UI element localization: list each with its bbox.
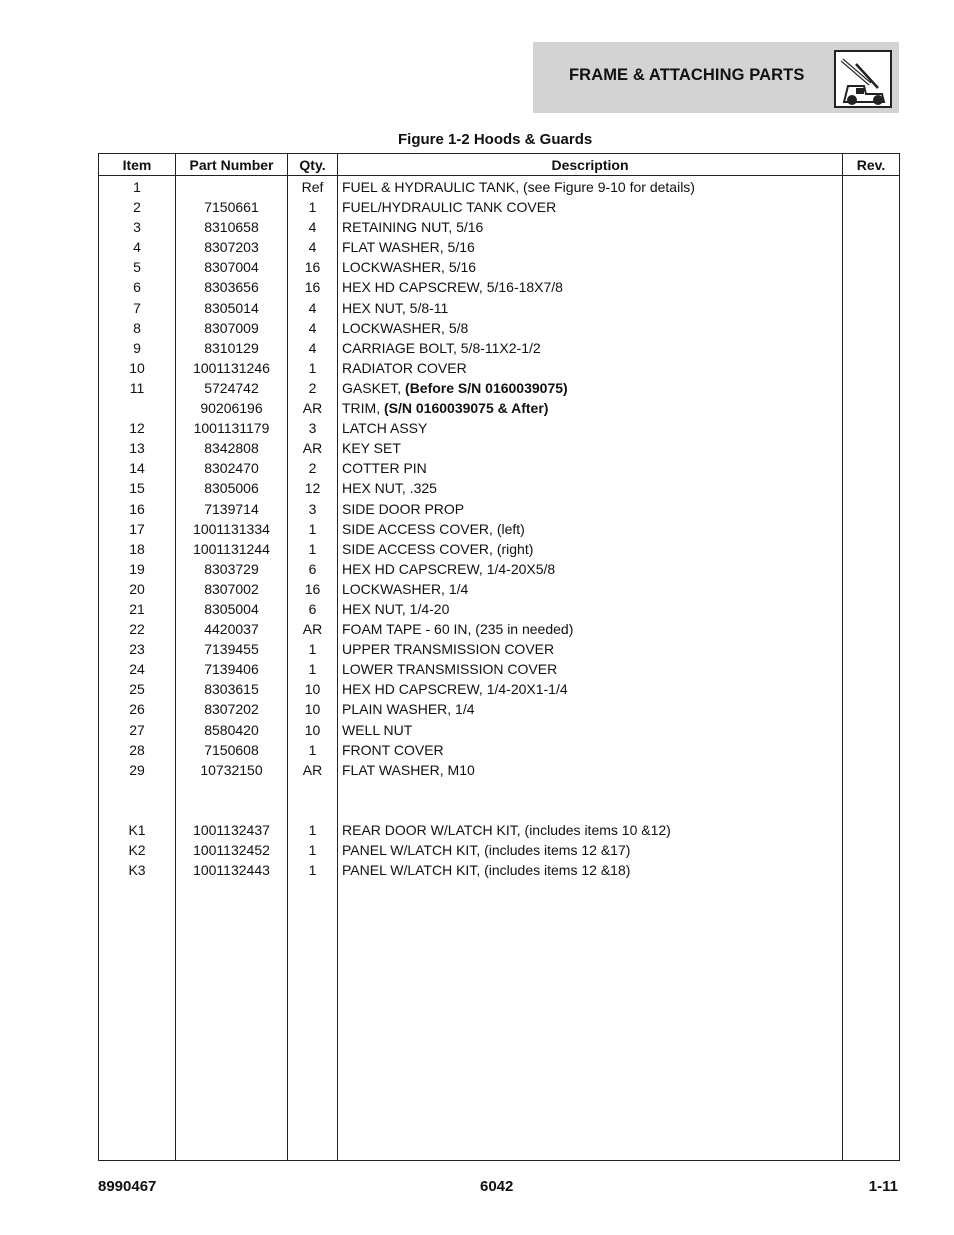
machine-icon xyxy=(834,50,892,108)
qty-cell: 2 xyxy=(288,458,338,478)
table-row xyxy=(99,579,900,599)
description-text: UPPER TRANSMISSION COVER xyxy=(342,641,555,658)
item-cell xyxy=(99,800,176,820)
qty-cell: 3 xyxy=(288,418,338,438)
description-text: PANEL W/LATCH KIT, (includes items 12 &18) xyxy=(342,862,631,879)
part-number-cell: 8303615 xyxy=(176,679,288,699)
part-number-cell: 7150608 xyxy=(176,740,288,760)
rev-cell xyxy=(843,760,900,780)
rev-cell xyxy=(843,519,900,539)
description-text: LOCKWASHER, 5/16 xyxy=(342,259,477,276)
part-number-cell: 90206196 xyxy=(176,398,288,418)
part-number-cell: 1001131244 xyxy=(176,539,288,559)
description-text: HEX NUT, 5/8-11 xyxy=(342,299,449,316)
item-cell: 15 xyxy=(99,478,176,498)
table-row xyxy=(99,619,900,639)
qty-cell: AR xyxy=(288,619,338,639)
item-cell: 27 xyxy=(99,720,176,740)
footer-model-number: 6042 xyxy=(480,1178,514,1195)
qty-cell: 10 xyxy=(288,699,338,719)
empty-cell xyxy=(288,880,338,1160)
part-number-cell: 1001132437 xyxy=(176,820,288,840)
description-text: RADIATOR COVER xyxy=(342,359,467,376)
item-cell: 6 xyxy=(99,277,176,297)
item-cell: 13 xyxy=(99,438,176,458)
table-row xyxy=(99,358,900,378)
table-row xyxy=(99,760,900,780)
description-serial-note: (Before S/N 0160039075) xyxy=(405,379,568,396)
part-number-cell: 10732150 xyxy=(176,760,288,780)
description-cell xyxy=(338,418,843,438)
part-number-cell: 8307009 xyxy=(176,318,288,338)
footer-page-number: 1-11 xyxy=(868,1178,898,1195)
table-row xyxy=(99,458,900,478)
item-cell: 28 xyxy=(99,740,176,760)
item-cell xyxy=(99,780,176,800)
description-text: HEX HD CAPSCREW, 1/4-20X1-1/4 xyxy=(342,681,568,698)
description-cell xyxy=(338,699,843,719)
description-cell xyxy=(338,579,843,599)
table-row xyxy=(99,398,900,418)
description-text: FLAT WASHER, 5/16 xyxy=(342,239,475,256)
description-cell xyxy=(338,639,843,659)
table-row xyxy=(99,197,900,217)
qty-cell: Ref xyxy=(288,176,338,198)
rev-cell xyxy=(843,659,900,679)
qty-cell: 1 xyxy=(288,860,338,880)
qty-cell: 1 xyxy=(288,740,338,760)
description-cell xyxy=(338,559,843,579)
item-cell: 1 xyxy=(99,176,176,198)
qty-cell: 4 xyxy=(288,318,338,338)
figure-title: Figure 1-2 Hoods & Guards xyxy=(398,131,593,148)
item-cell: 24 xyxy=(99,659,176,679)
parts-table xyxy=(98,153,900,1161)
description-text: LATCH ASSY xyxy=(342,420,428,437)
qty-cell: 1 xyxy=(288,840,338,860)
part-number-cell: 7139714 xyxy=(176,499,288,519)
qty-cell: 2 xyxy=(288,378,338,398)
description-text: TRIM, xyxy=(342,400,384,417)
table-row xyxy=(99,639,900,659)
rev-cell xyxy=(843,257,900,277)
qty-cell: 6 xyxy=(288,559,338,579)
rev-cell xyxy=(843,358,900,378)
description-text: SIDE ACCESS COVER, (left) xyxy=(342,520,525,537)
table-row xyxy=(99,176,900,198)
footer-document-number: 8990467 xyxy=(98,1178,157,1195)
part-number-cell: 8305004 xyxy=(176,599,288,619)
rev-cell xyxy=(843,820,900,840)
description-cell xyxy=(338,277,843,297)
table-header-row xyxy=(99,154,900,176)
description-text: HEX NUT, .325 xyxy=(342,480,437,497)
part-number-cell: 8307203 xyxy=(176,237,288,257)
description-cell xyxy=(338,599,843,619)
part-number-cell: 8302470 xyxy=(176,458,288,478)
rev-cell xyxy=(843,860,900,880)
qty-cell xyxy=(288,800,338,820)
part-number-cell: 4420037 xyxy=(176,619,288,639)
column-header-qty: Qty. xyxy=(288,154,338,176)
table-row xyxy=(99,257,900,277)
item-cell: 21 xyxy=(99,599,176,619)
part-number-cell: 7139455 xyxy=(176,639,288,659)
item-cell: 10 xyxy=(99,358,176,378)
qty-cell: 4 xyxy=(288,217,338,237)
description-cell xyxy=(338,318,843,338)
rev-cell xyxy=(843,800,900,820)
empty-cell xyxy=(176,880,288,1160)
table-row xyxy=(99,318,900,338)
qty-cell: 1 xyxy=(288,358,338,378)
table-row xyxy=(99,478,900,498)
qty-cell xyxy=(288,780,338,800)
table-row xyxy=(99,519,900,539)
part-number-cell: 8305006 xyxy=(176,478,288,498)
description-cell xyxy=(338,378,843,398)
table-row xyxy=(99,720,900,740)
item-cell: 2 xyxy=(99,197,176,217)
part-number-cell: 1001131334 xyxy=(176,519,288,539)
table-row xyxy=(99,840,900,860)
rev-cell xyxy=(843,840,900,860)
table-row xyxy=(99,298,900,318)
item-cell: 8 xyxy=(99,318,176,338)
rev-cell xyxy=(843,217,900,237)
rev-cell xyxy=(843,378,900,398)
column-header-part-number: Part Number xyxy=(176,154,288,176)
section-title: FRAME & ATTACHING PARTS xyxy=(569,66,805,84)
description-cell xyxy=(338,519,843,539)
part-number-cell: 8342808 xyxy=(176,438,288,458)
part-number-cell: 1001131246 xyxy=(176,358,288,378)
description-cell xyxy=(338,800,843,820)
qty-cell: 1 xyxy=(288,659,338,679)
qty-cell: 1 xyxy=(288,820,338,840)
rev-cell xyxy=(843,458,900,478)
description-cell xyxy=(338,237,843,257)
description-cell xyxy=(338,679,843,699)
qty-cell: 10 xyxy=(288,679,338,699)
description-cell xyxy=(338,338,843,358)
table-row xyxy=(99,860,900,880)
part-number-cell: 1001132452 xyxy=(176,840,288,860)
rev-cell xyxy=(843,599,900,619)
description-cell xyxy=(338,539,843,559)
item-cell: 22 xyxy=(99,619,176,639)
item-cell: K1 xyxy=(99,820,176,840)
description-cell xyxy=(338,619,843,639)
description-text: FLAT WASHER, M10 xyxy=(342,761,475,778)
table-row xyxy=(99,277,900,297)
part-number-cell: 8307004 xyxy=(176,257,288,277)
description-text: RETAINING NUT, 5/16 xyxy=(342,219,484,236)
qty-cell: AR xyxy=(288,438,338,458)
description-text: LOCKWASHER, 1/4 xyxy=(342,580,469,597)
rev-cell xyxy=(843,679,900,699)
table-row xyxy=(99,378,900,398)
empty-cell xyxy=(843,880,900,1160)
table-row xyxy=(99,780,900,800)
rev-cell xyxy=(843,197,900,217)
table-filler-row xyxy=(99,880,900,1160)
part-number-cell: 7150661 xyxy=(176,197,288,217)
qty-cell: 4 xyxy=(288,237,338,257)
table-row xyxy=(99,820,900,840)
description-cell xyxy=(338,438,843,458)
column-header-description: Description xyxy=(338,154,843,176)
description-cell xyxy=(338,720,843,740)
description-cell xyxy=(338,659,843,679)
item-cell: 16 xyxy=(99,499,176,519)
table-row xyxy=(99,499,900,519)
description-text: WELL NUT xyxy=(342,721,413,738)
part-number-cell: 8303656 xyxy=(176,277,288,297)
qty-cell: 16 xyxy=(288,579,338,599)
description-cell xyxy=(338,760,843,780)
description-cell xyxy=(338,740,843,760)
part-number-cell: 8310129 xyxy=(176,338,288,358)
description-serial-note: (S/N 0160039075 & After) xyxy=(384,400,549,417)
rev-cell xyxy=(843,318,900,338)
rev-cell xyxy=(843,699,900,719)
rev-cell xyxy=(843,398,900,418)
part-number-cell: 8307002 xyxy=(176,579,288,599)
description-text: LOCKWASHER, 5/8 xyxy=(342,319,469,336)
description-cell xyxy=(338,217,843,237)
description-cell xyxy=(338,780,843,800)
description-cell xyxy=(338,358,843,378)
rev-cell xyxy=(843,780,900,800)
rev-cell xyxy=(843,176,900,198)
description-cell xyxy=(338,197,843,217)
description-text: HEX HD CAPSCREW, 1/4-20X5/8 xyxy=(342,560,556,577)
description-cell xyxy=(338,458,843,478)
item-cell: 11 xyxy=(99,378,176,398)
rev-cell xyxy=(843,720,900,740)
table-row xyxy=(99,599,900,619)
table-row xyxy=(99,800,900,820)
item-cell: 4 xyxy=(99,237,176,257)
table-row xyxy=(99,659,900,679)
part-number-cell: 8307202 xyxy=(176,699,288,719)
rev-cell xyxy=(843,539,900,559)
qty-cell: 10 xyxy=(288,720,338,740)
qty-cell: 1 xyxy=(288,639,338,659)
part-number-cell xyxy=(176,800,288,820)
qty-cell: 1 xyxy=(288,197,338,217)
item-cell: 20 xyxy=(99,579,176,599)
rev-cell xyxy=(843,559,900,579)
description-cell xyxy=(338,499,843,519)
part-number-cell xyxy=(176,176,288,198)
rev-cell xyxy=(843,277,900,297)
part-number-cell xyxy=(176,780,288,800)
rev-cell xyxy=(843,418,900,438)
part-number-cell: 1001132443 xyxy=(176,860,288,880)
description-cell xyxy=(338,398,843,418)
description-cell xyxy=(338,478,843,498)
part-number-cell: 8310658 xyxy=(176,217,288,237)
part-number-cell: 1001131179 xyxy=(176,418,288,438)
description-text: LOWER TRANSMISSION COVER xyxy=(342,661,558,678)
qty-cell: AR xyxy=(288,760,338,780)
description-cell xyxy=(338,840,843,860)
description-text: CARRIAGE BOLT, 5/8-11X2-1/2 xyxy=(342,339,541,356)
section-header xyxy=(533,42,899,113)
qty-cell: 4 xyxy=(288,338,338,358)
description-cell xyxy=(338,298,843,318)
table-body xyxy=(99,176,900,1161)
rev-cell xyxy=(843,619,900,639)
item-cell: 29 xyxy=(99,760,176,780)
qty-cell: AR xyxy=(288,398,338,418)
description-text: HEX HD CAPSCREW, 5/16-18X7/8 xyxy=(342,279,563,296)
table-row xyxy=(99,217,900,237)
item-cell: 23 xyxy=(99,639,176,659)
description-text: KEY SET xyxy=(342,440,401,457)
rev-cell xyxy=(843,478,900,498)
table-row xyxy=(99,699,900,719)
rev-cell xyxy=(843,740,900,760)
description-text: FOAM TAPE - 60 IN, (235 in needed) xyxy=(342,621,574,638)
item-cell: 19 xyxy=(99,559,176,579)
description-text: GASKET, xyxy=(342,379,406,396)
item-cell: 18 xyxy=(99,539,176,559)
item-cell: 26 xyxy=(99,699,176,719)
qty-cell: 4 xyxy=(288,298,338,318)
table-row xyxy=(99,679,900,699)
column-header-item: Item xyxy=(99,154,176,176)
description-text: FUEL & HYDRAULIC TANK, (see Figure 9-10 for details) xyxy=(342,179,695,195)
table-row xyxy=(99,418,900,438)
table-row xyxy=(99,740,900,760)
part-number-cell: 8580420 xyxy=(176,720,288,740)
qty-cell: 6 xyxy=(288,599,338,619)
description-cell xyxy=(338,176,843,198)
item-cell: 5 xyxy=(99,257,176,277)
qty-cell: 16 xyxy=(288,257,338,277)
item-cell: 25 xyxy=(99,679,176,699)
item-cell: 14 xyxy=(99,458,176,478)
description-text: PANEL W/LATCH KIT, (includes items 12 &17) xyxy=(342,842,631,859)
item-cell: K2 xyxy=(99,840,176,860)
description-text: SIDE ACCESS COVER, (right) xyxy=(342,540,534,557)
table-row xyxy=(99,539,900,559)
rev-cell xyxy=(843,579,900,599)
item-cell: 12 xyxy=(99,418,176,438)
qty-cell: 16 xyxy=(288,277,338,297)
empty-cell xyxy=(338,880,843,1160)
rev-cell xyxy=(843,298,900,318)
item-cell: 7 xyxy=(99,298,176,318)
table-row xyxy=(99,338,900,358)
rev-cell xyxy=(843,499,900,519)
item-cell: 3 xyxy=(99,217,176,237)
qty-cell: 1 xyxy=(288,519,338,539)
table-row xyxy=(99,237,900,257)
column-header-rev: Rev. xyxy=(843,154,900,176)
part-number-cell: 8303729 xyxy=(176,559,288,579)
rev-cell xyxy=(843,338,900,358)
item-cell: 9 xyxy=(99,338,176,358)
part-number-cell: 5724742 xyxy=(176,378,288,398)
description-text: FUEL/HYDRAULIC TANK COVER xyxy=(342,199,557,216)
part-number-cell: 8305014 xyxy=(176,298,288,318)
rev-cell xyxy=(843,438,900,458)
item-cell: 17 xyxy=(99,519,176,539)
description-cell xyxy=(338,860,843,880)
empty-cell xyxy=(99,880,176,1160)
description-cell xyxy=(338,257,843,277)
item-cell: K3 xyxy=(99,860,176,880)
item-cell xyxy=(99,398,176,418)
description-text: PLAIN WASHER, 1/4 xyxy=(342,701,475,718)
qty-cell: 3 xyxy=(288,499,338,519)
description-text: SIDE DOOR PROP xyxy=(342,500,465,517)
description-text: HEX NUT, 1/4-20 xyxy=(342,600,450,617)
description-text: FRONT COVER xyxy=(342,741,444,758)
table-row xyxy=(99,438,900,458)
part-number-cell: 7139406 xyxy=(176,659,288,679)
rev-cell xyxy=(843,639,900,659)
description-text: COTTER PIN xyxy=(342,460,427,477)
qty-cell: 1 xyxy=(288,539,338,559)
rev-cell xyxy=(843,237,900,257)
description-text: REAR DOOR W/LATCH KIT, (includes items 10 &12) xyxy=(342,822,671,838)
qty-cell: 12 xyxy=(288,478,338,498)
description-cell xyxy=(338,820,843,840)
table-row xyxy=(99,559,900,579)
